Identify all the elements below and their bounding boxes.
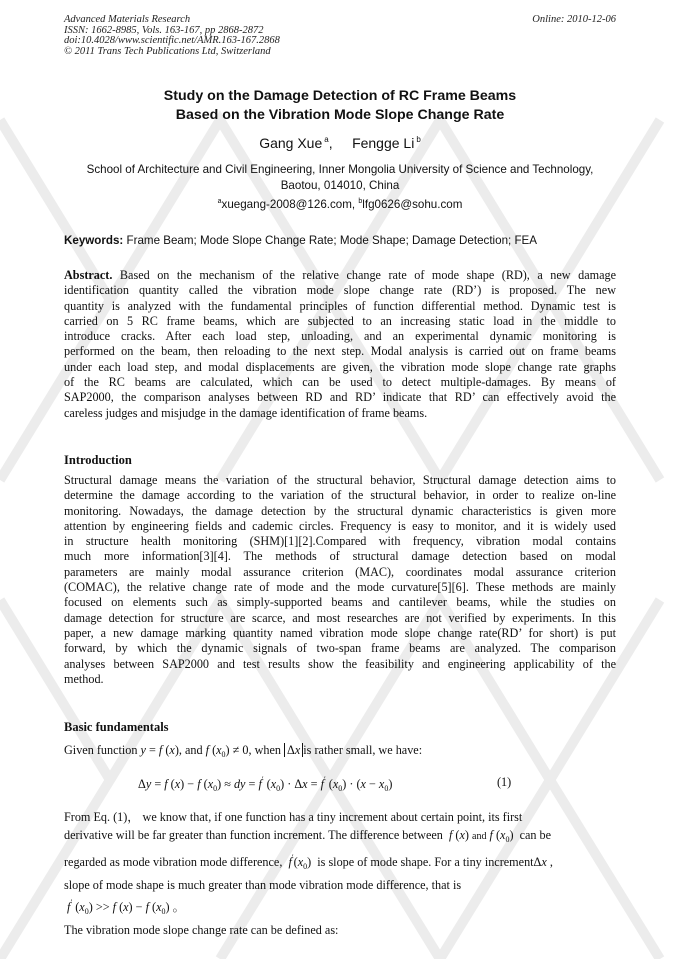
title-line-2: Based on the Vibration Mode Slope Change Rate	[175, 107, 505, 123]
intro-line: paper, a new damage marking quantity named vibration mode slope change rate(RD’ for short) is put	[64, 625, 616, 640]
post-eq-line: regarded as mode vibration mode difference, $f'(x_0)$ is slope of mode shape. For a tiny incrementΔx ,	[64, 853, 553, 871]
math-y-equals-fx: y = f (x)	[140, 743, 179, 757]
author-list: Gang Xue $^a$, Fengge Li $^b$	[259, 135, 421, 151]
abstract-line: of the RC beams are calculated, which can be used to detect multiple-damages. By means of	[64, 375, 616, 390]
intro-line: forward, by which the dynamic signals of two-span frame beams are analyzed. The comparison	[64, 641, 616, 656]
section-heading-introduction: Introduction	[64, 453, 132, 467]
author-1: Gang Xue	[259, 135, 323, 151]
keywords	[64, 234, 616, 247]
abstract-line: introduce cracks. After each load step, unloading, and an experimental dynamic monitoring is	[64, 329, 616, 344]
given-function-sentence: Given function y = f (x), and f $(x_0) \ne 0$, when Δx is rather small, we have:	[64, 743, 423, 759]
abstract-line: Abstract. Based on the mechanism of the relative change rate of mode shape (RD), a new damage	[64, 268, 616, 282]
intro-line: focused on elements such as simply-supported beams and cantilever beams, while the studies on	[64, 595, 616, 610]
affiliation	[64, 162, 616, 194]
post-eq-line: The vibration mode slope change rate can be defined as:	[64, 923, 339, 937]
intro-line: determine the damage according to the variation of the structural behavior, in order to realize on-line	[64, 488, 616, 503]
affiliation-line-2: Baotou, 014010, China	[280, 179, 400, 192]
keywords-text: Frame Beam; Mode Slope Change Rate; Mode Shape; Damage Detection; FEA	[126, 234, 538, 247]
intro-line: damage detection for structure are scarce, and most researches are not verified by experiments. In this	[64, 610, 616, 625]
post-eq-line: slope of mode shape is much greater than mode vibration mode difference, that is	[64, 878, 462, 892]
online-date: Online: 2010-12-06	[532, 14, 616, 25]
abstract-line: careless judges and misjudge in the damage identification of frame beams.	[64, 405, 428, 420]
intro-line: Structural damage means the variation of the structural behavior, Structural damage detection aims to	[64, 473, 616, 487]
keywords-label: Keywords:	[64, 234, 124, 247]
title-line-1: Study on the Damage Detection of RC Frame Beams	[163, 88, 517, 104]
equation-1: Δy = f (x) − f $(x_0)$ ≈ dy = f′ $(x_0) \cdot \Delta x = f'$ $(x_0) \cdot (x - x_0)$	[138, 775, 393, 793]
email-a[interactable]: xuegang-2008@126.com,	[221, 198, 356, 211]
author-2-affil-mark: b	[416, 135, 421, 144]
abstract-line: under each load step, and modal displacements are given, the vibration mode slope change rate graphs	[64, 359, 616, 374]
equation-1-number: (1)	[497, 775, 512, 789]
post-eq-inequality: f′ $(x_0) >> f$ (x) − f $(x_0)$ 。	[64, 898, 185, 916]
abstract-line: identification quantity called the vibration mode slope change rate (RD’) is proposed. The new	[64, 283, 616, 298]
intro-line: parameters are mainly modal assurance criterion (MAC), coordinates modal assurance criterion	[64, 564, 616, 579]
affiliation-line-1: School of Architecture and Civil Engineering, Inner Mongolia University of Science and Technology,	[86, 163, 594, 176]
paper-title	[64, 87, 616, 125]
abstract-label: Abstract.	[64, 268, 113, 282]
abstract-line: SAP2000, the comparison analyses between RD and RD’ indicate that RD’ can effectively avoid the	[64, 390, 616, 405]
intro-line: analyses between SAP2000 and test results show the feasibility and engineering applicability of the	[64, 656, 616, 671]
author-1-affil-mark: a	[324, 135, 329, 144]
abstract	[64, 268, 616, 421]
intro-line: method.	[64, 671, 104, 686]
author-2: Fengge Li	[352, 135, 415, 151]
abstract-line: performed on the beam, then reloading to the next step. Modal analysis is carried out on frame beams	[64, 344, 616, 359]
intro-line: monitoring. Nowadays, the damage detection by the structural dynamic characteristics is given more	[64, 503, 616, 518]
doi-line: doi:10.4028/www.scientific.net/AMR.163-167.2868	[64, 35, 280, 47]
post-eq-line: From Eq. (1)， we know that, if one function has a tiny increment about certain point, its first	[64, 810, 523, 824]
journal-name: Advanced Materials Research	[64, 14, 191, 25]
intro-line: much more information[3][4]. The methods of structural damage detection based on modal	[64, 549, 616, 564]
intro-line: in structure health monitoring (SHM)[1][2].Compared with frequency, vibration modal contains	[64, 534, 616, 549]
post-equation-text	[64, 808, 616, 939]
abstract-line: carried on 5 RC frame beams, which are subjected to an increasing static load in the middle to	[64, 313, 616, 328]
journal-header	[64, 15, 616, 57]
math-fx0-nonzero: f $(x_0) \ne 0$	[205, 743, 249, 759]
abstract-line: quantity is analyzed with the fundamental principles of function differential method. Dynamic test is	[64, 298, 616, 313]
math-abs-delta-x: Δx	[284, 743, 303, 757]
copyright-line: © 2011 Trans Tech Publications Ltd, Switzerland	[64, 45, 271, 57]
section-heading-basic-fundamentals: Basic fundamentals	[64, 720, 169, 734]
email-b-mark: b	[358, 198, 363, 205]
email-b[interactable]: lfg0626@sohu.com	[362, 198, 463, 211]
intro-line: (COMAC), the relative change rate of mode and the mode curvature[5][6]. These methods are mainly	[64, 580, 616, 595]
author-emails	[64, 198, 616, 211]
intro-line: attention by engineering fields and cademic circles. Frequency is easy to monitor, and it is widely used	[64, 518, 616, 533]
post-eq-line: derivative will be far greater than function increment. The difference between f (x) and f $(x_0)$ can be	[64, 828, 552, 844]
email-a-mark: a	[217, 198, 222, 205]
introduction-body	[64, 473, 616, 687]
issn-line: ISSN: 1662-8985, Vols. 163-167, pp 2868-2872	[64, 24, 264, 36]
